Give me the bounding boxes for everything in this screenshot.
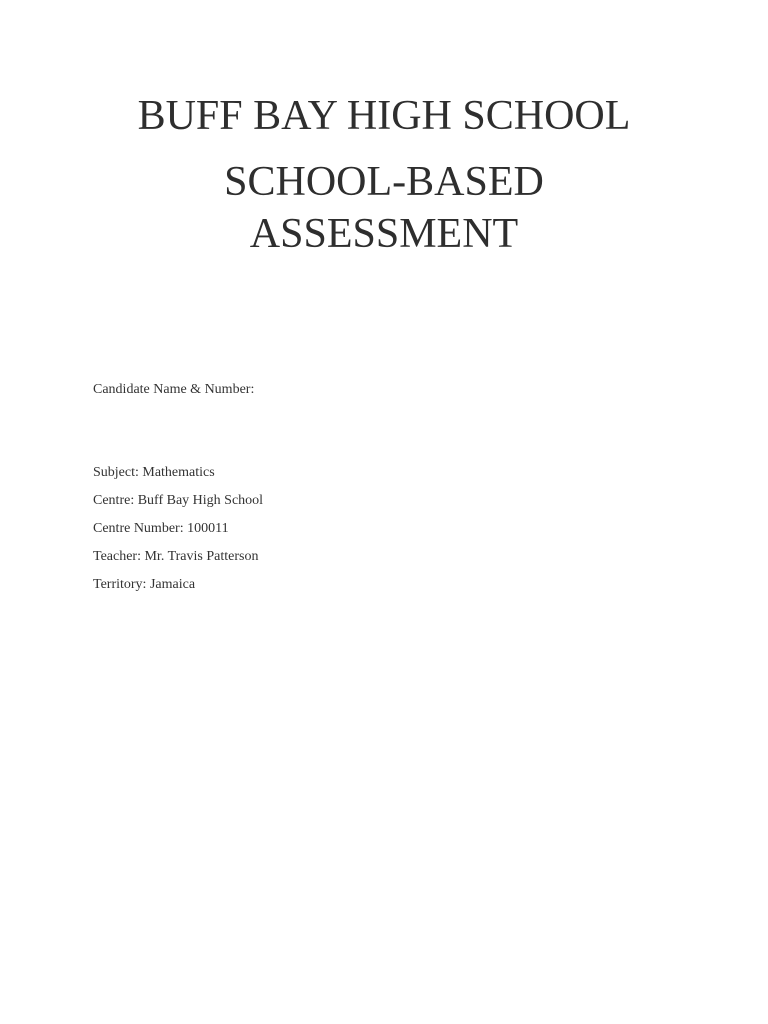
teacher-field: Teacher: Mr. Travis Patterson bbox=[93, 549, 259, 564]
school-name-heading: BUFF BAY HIGH SCHOOL bbox=[137, 93, 631, 139]
candidate-name-number: Candidate Name & Number: bbox=[93, 382, 255, 397]
centre-field: Centre: Buff Bay High School bbox=[93, 493, 264, 508]
centre-number-field: Centre Number: 100011 bbox=[93, 521, 229, 536]
territory-field: Territory: Jamaica bbox=[93, 577, 196, 592]
subject-field: Subject: Mathematics bbox=[93, 465, 215, 480]
sba-heading-line2: ASSESSMENT bbox=[249, 211, 519, 257]
sba-heading-line1: SCHOOL-BASED bbox=[224, 159, 544, 205]
